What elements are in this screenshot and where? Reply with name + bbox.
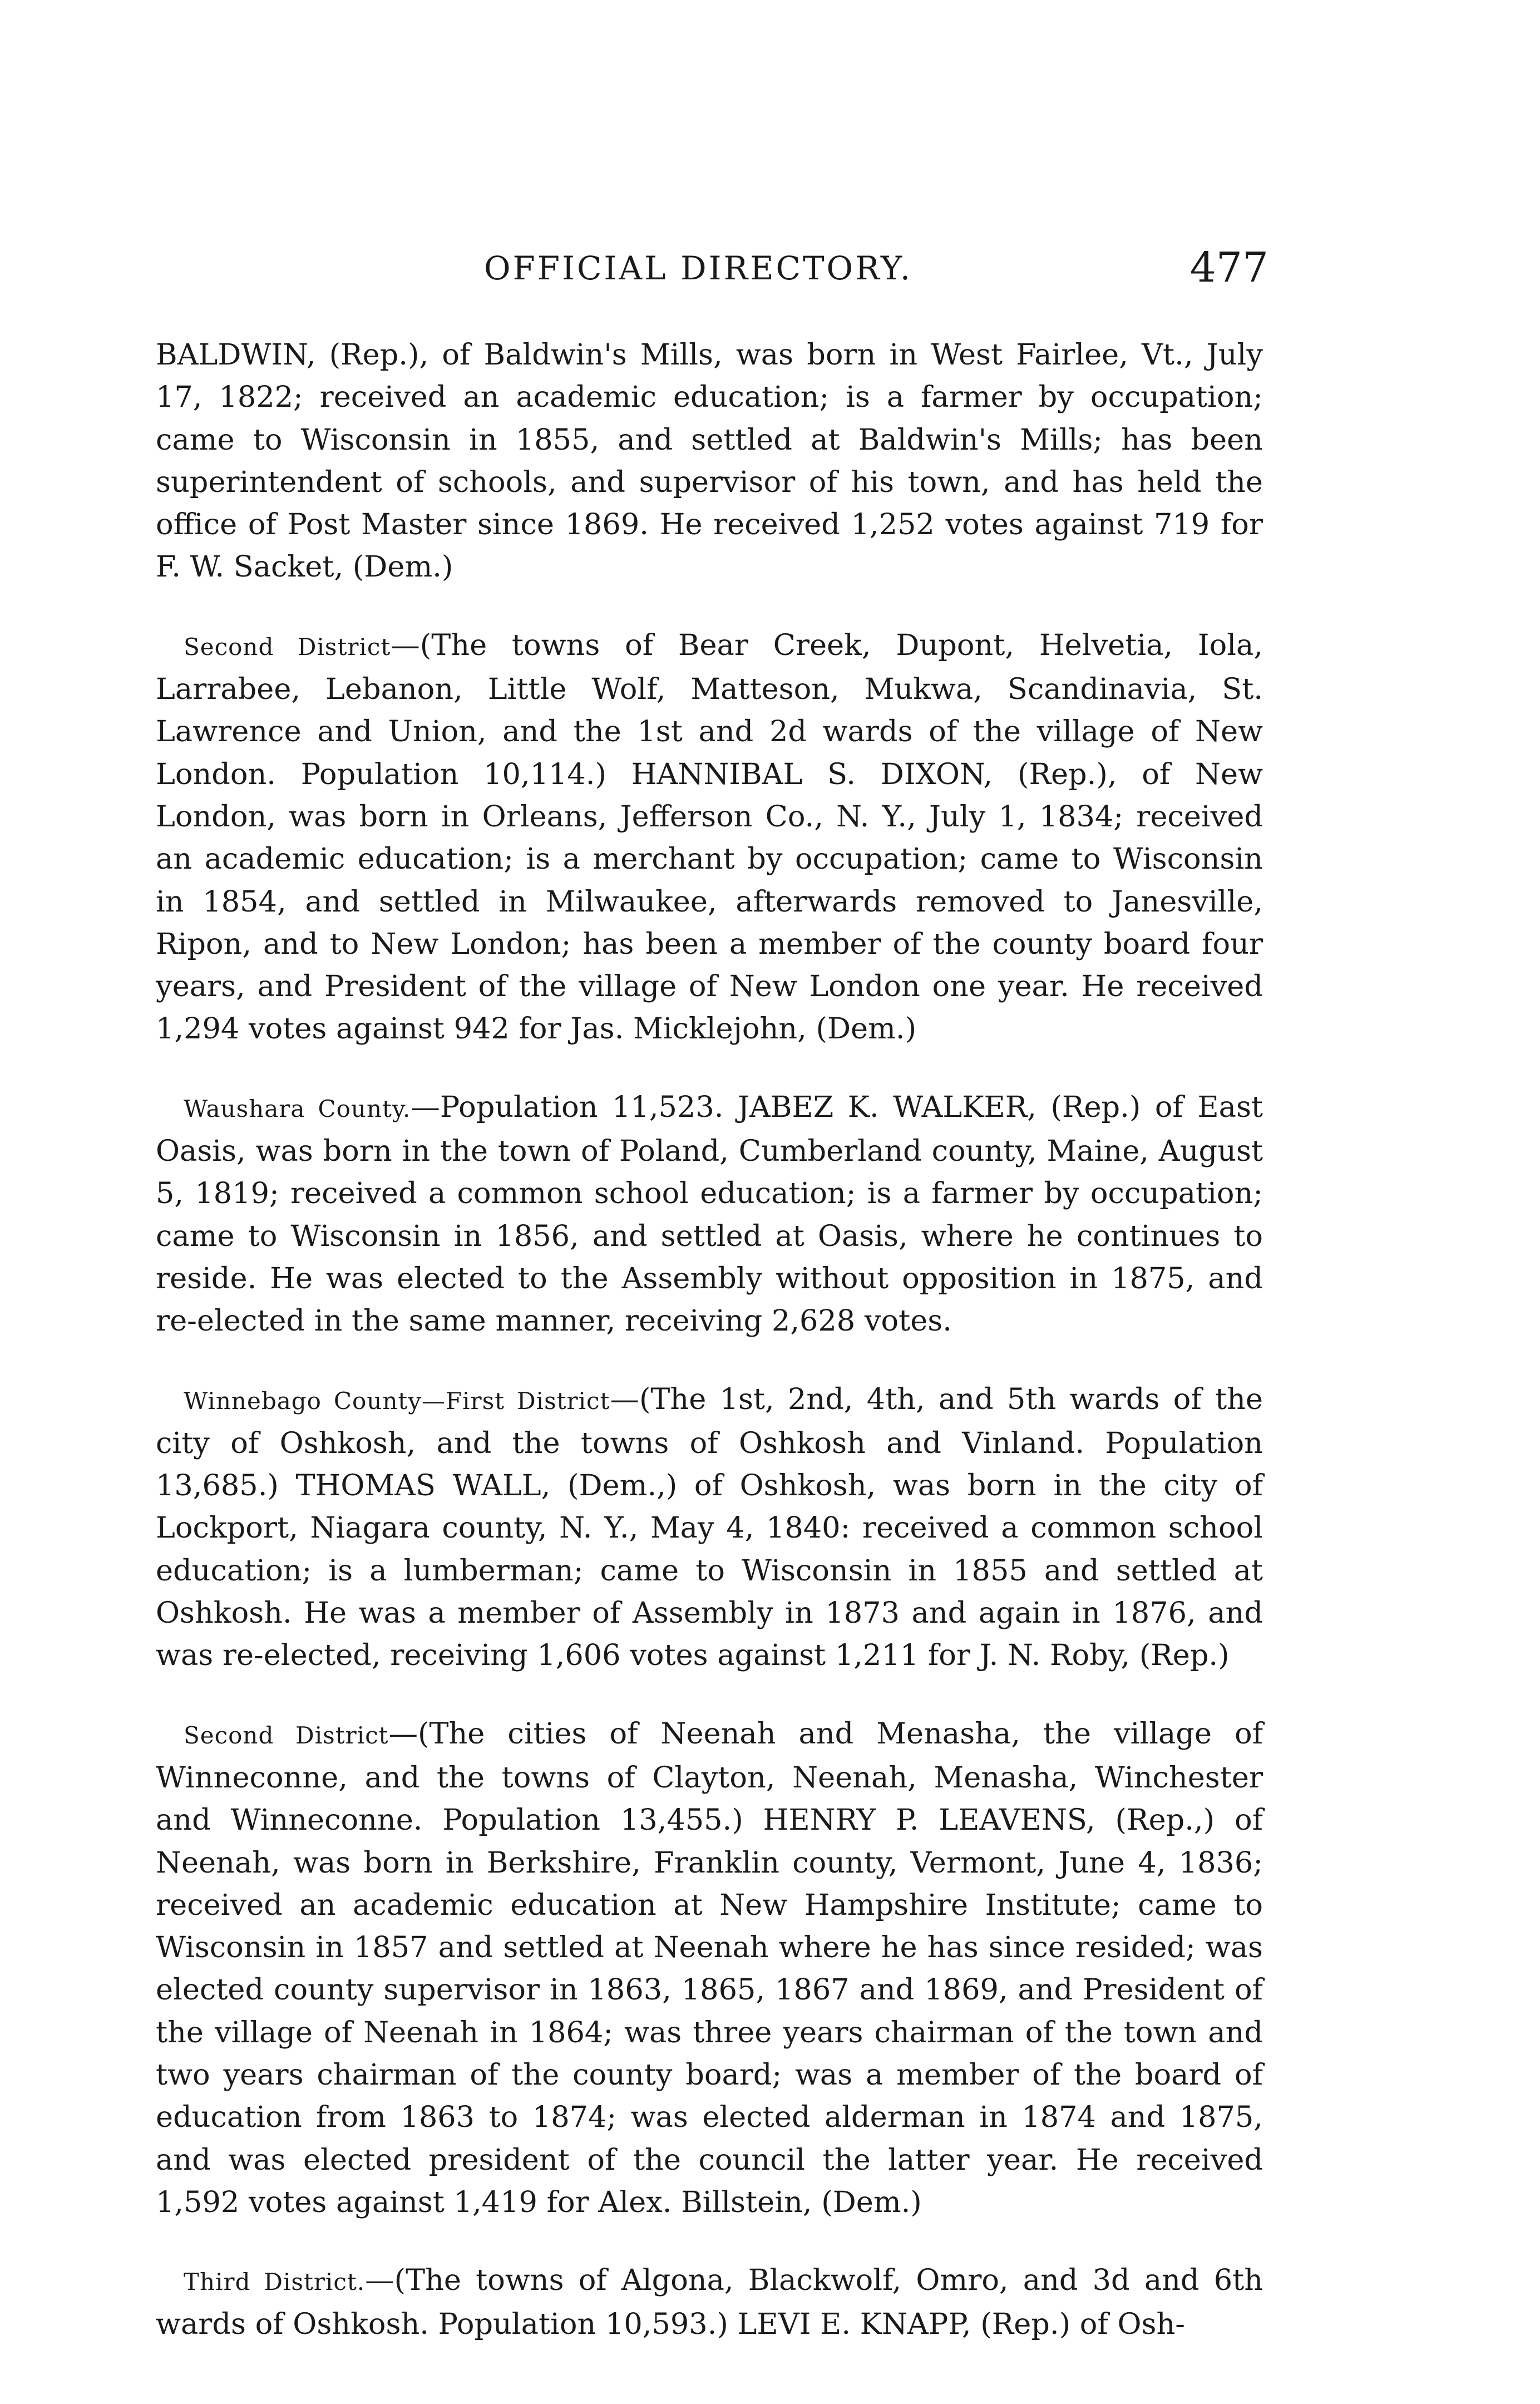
page-header — [156, 244, 1268, 311]
paragraph-text: BALDWIN, (Rep.), of Baldwin's Mills, was born in West Fairlee, Vt., July 17, 1822; received an academic education; is a farmer by occupation; came to Wisconsin in 1855, and settled at Baldwin's Mills; has been superintendent of schools, and supervisor of his town, and has held the office of Post Master since 1869. He received 1,252 votes against 719 for F. W. Sacket, (Dem.) — [156, 338, 1263, 584]
paragraph-text: —(The towns of Algona, Blackwolf, Omro, and 3d and 6th wards of Oshkosh. Population 10,593.) LEVI E. KNAPP, (Rep.) of Osh- — [156, 2263, 1263, 2342]
paragraph-waushara-county — [156, 1086, 1263, 1343]
section-label: Waushara County. — [184, 1095, 411, 1122]
page-number: 477 — [1189, 244, 1268, 292]
page-body — [156, 334, 1263, 2346]
paragraph-text: —(The towns of Bear Creek, Dupont, Helvetia, Iola, Larrabee, Lebanon, Little Wolf, Matteson, Mukwa, Scandinavia, St. Lawrence and Union, and the 1st and 2d wards of the village of New London. Population 10,114.) HANNIBAL S. DIXON, (Rep.), of New London, was born in Orleans, Jefferson Co., N. Y., July 1, 1834; received an academic education; is a merchant by occupation; came to Wisconsin in 1854, and settled in Milwaukee, afterwards removed to Janesville, Ripon, and to New London; has been a member of the county board four years, and President of the village of New London one year. He received 1,294 votes against 942 for Jas. Micklejohn, (Dem.) — [156, 628, 1263, 1046]
paragraph-second-district — [156, 624, 1263, 1051]
section-label: Winnebago County—First District — [184, 1387, 610, 1415]
paragraph-baldwin — [156, 334, 1263, 589]
paragraph-winnebago-first-district — [156, 1378, 1263, 1677]
paragraph-text: —Population 11,523. JABEZ K. WALKER, (Rep.) of East Oasis, was born in the town of Poland, Cumberland county, Maine, August 5, 1819; received a common school education; is a farmer by occupation; came to Wisconsin in 1856, and settled at Oasis, where he continues to reside. He was elected to the Assembly without opposition in 1875, and re-elected in the same manner, receiving 2,628 votes. — [156, 1090, 1263, 1338]
section-label: Second District — [184, 1721, 389, 1749]
paragraph-text: —(The cities of Neenah and Menasha, the village of Winneconne, and the towns of Clayton, Neenah, Menasha, Winchester and Winneconne. Population 13,455.) HENRY P. LEAVENS, (Rep.,) of Neenah, was born in Berkshire, Franklin county, Vermont, June 4, 1836; received an academic education at New Hampshire Institute; came to Wisconsin in 1857 and settled at Neenah where he has since resided; was elected county supervisor in 1863, 1865, 1867 and 1869, and President of the village of Neenah in 1864; was three years chairman of the town and two years chairman of the county board; was a member of the board of education from 1863 to 1874; was elected alderman in 1874 and 1875, and was elected president of the council the latter year. He received 1,592 votes against 1,419 for Alex. Billstein, (Dem.) — [156, 1716, 1263, 2219]
paragraph-winnebago-second-district — [156, 1713, 1263, 2224]
paragraph-text: —(The 1st, 2nd, 4th, and 5th wards of the city of Oshkosh, and the towns of Oshkosh and Vinland. Population 13,685.) THOMAS WALL, (Dem.,) of Oshkosh, was born in the city of Lockport, Niagara county, N. Y., May 4, 1840: received a common school education; is a lumberman; came to Wisconsin in 1855 and settled at Oshkosh. He was a member of Assembly in 1873 and again in 1876, and was re-elected, receiving 1,606 votes against 1,211 for J. N. Roby, (Rep.) — [156, 1382, 1263, 1673]
paragraph-third-district — [156, 2259, 1263, 2346]
section-label: Second District — [184, 633, 391, 661]
running-title: OFFICIAL DIRECTORY. — [484, 249, 913, 287]
section-label: Third District. — [184, 2268, 366, 2296]
